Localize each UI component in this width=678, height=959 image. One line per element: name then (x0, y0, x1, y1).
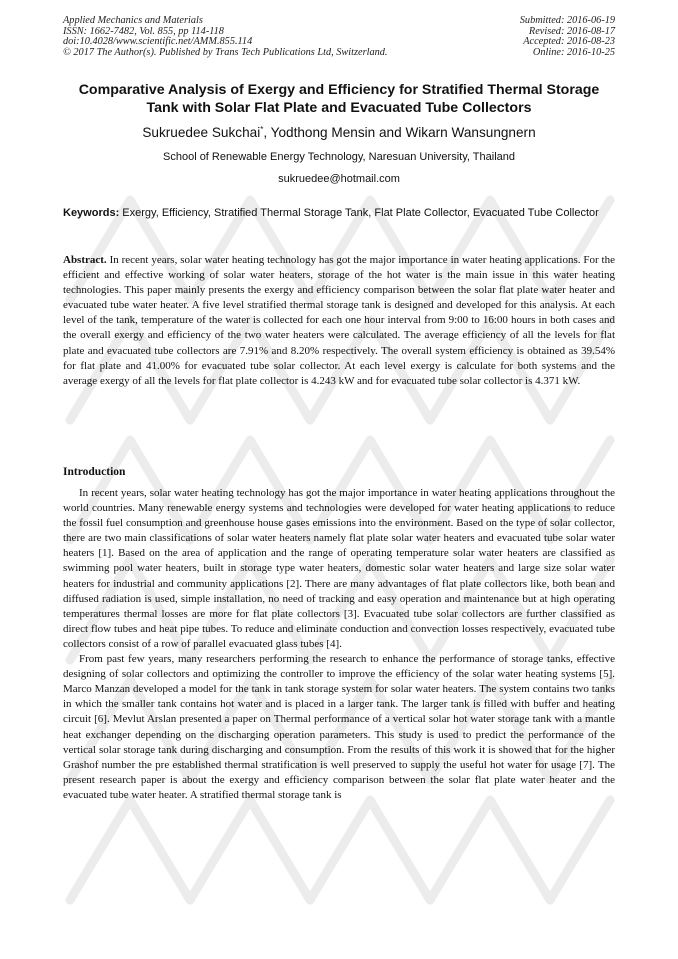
author-email: sukruedee@hotmail.com (278, 173, 400, 185)
introduction-body (63, 486, 615, 803)
corresponding-author-mark: * (260, 125, 264, 134)
paper-title: Comparative Analysis of Exergy and Efficiency for Stratified Thermal Storage Tank with Solar Flat Plate and Evacuated Tube Collectors (78, 82, 600, 116)
introduction-heading: Introduction (63, 466, 126, 478)
first-author: Sukruedee Sukchai (142, 125, 261, 140)
journal-name: Applied Mechanics and Materials (63, 15, 203, 26)
abstract (63, 253, 615, 389)
other-authors: , Yodthong Mensin and Wikarn Wansungnern (263, 125, 536, 140)
keywords-text: Exergy, Efficiency, Stratified Thermal Storage Tank, Flat Plate Collector, Evacuated Tube Collector (119, 207, 599, 219)
revised-date: Revised: 2016-08-17 (528, 25, 615, 37)
online-date: Online: 2016-10-25 (532, 46, 615, 58)
abstract-label: Abstract. (63, 254, 107, 266)
intro-paragraph: From past few years, many researchers performing the research to enhance the performance of storage tanks, effective designing of solar collectors and optimizing the controller to improve the efficiency of the solar water heating systems [5]. Marco Manzan developed a model for the tank in tank storage system for solar water heaters. The system contains two tanks in which the smaller tank contains hot water and is placed in a larger tank. The larger tank is filled with buffer and heating circuit [6]. Mevlut Arslan presented a paper on Thermal performance of a vertical solar hot water storage tank with a mantle heat exchanger depending on the discharging operation parameters. This study is used to predict the performance of the vertical solar storage tank during discharging and consumption. From the results of this work it is showed that for the higher Grashof number the pre established thermal stratification is well preserved to supply the useful hot water for usage [7]. The present research paper is about the exergy and efficiency comparison between the solar flat plate water heater and the evacuated tube water heater. A stratified thermal storage tank is (63, 653, 615, 801)
submission-dates (415, 16, 615, 58)
keywords (63, 206, 615, 220)
accepted-date: Accepted: 2016-08-23 (523, 36, 615, 48)
affiliation: School of Renewable Energy Technology, Naresuan University, Thailand (163, 151, 515, 163)
author-list (63, 124, 615, 142)
abstract-text: In recent years, solar water heating technology has got the major importance in water heating applications. For the efficient and effective working of solar water heaters, storage of the hot water is the main issue in this water heating technologies. This paper mainly presents the exergy and efficiency comparison between the solar flat plate water heater and evacuated tube water heater. A five level stratified thermal storage tank is designed and developed for this analysis. At each level of the tank, temperature of the water is collected for each one hour interval from 9:00 to 16:00 hours in both cases and the overall exergy and efficiency of the two water heaters were calculated. The average efficiency of all the levels for flat plate and evacuated tube collectors are 7.91% and 8.20% respectively. The overall system efficiency is obtained as 39.54% for flat plate and 41.00% for evacuated tube solar collector. At each level exergy is calculate for both systems and the average exergy of all the levels for flat plate collector is 4.243 kW and for evacuated tube solar collector is 4.371 kW. (63, 254, 615, 387)
journal-copyright: © 2017 The Author(s). Published by Trans Tech Publications Ltd, Switzerland. (63, 46, 388, 58)
submitted-date: Submitted: 2016-06-19 (519, 15, 615, 26)
keywords-label: Keywords: (63, 207, 120, 219)
journal-info (63, 16, 423, 58)
intro-paragraph: In recent years, solar water heating technology has got the major importance in water heating applications throughout the world countries. Many renewable energy systems and technologies were developed for water heating applications to reduce the fossil fuel consumption and greenhouse house gases emissions into the environment. Based on the type of solar collector, there are two main classifications of solar water heaters namely flat plate solar water heaters and evacuated tube solar water heaters [1]. Based on the area of application and the range of operating temperature solar water heaters are classified as swimming pool water heaters, built in storage type water heaters, domestic solar water heaters and large size solar water heaters for industrial and community applications [2]. There are many advantages of flat plate collectors like, both bean and diffused radiation is used, simple installation, no need of tracking and easy operation and maintenance but at high operating temperatures thermal losses are more for flat plate collectors [3]. Evacuated tube solar collectors are further classified as direct flow tubes and heat pipe tubes. To reduce and eliminate conduction and convection losses respectively, evacuated tube collectors consist of a row of parallel evacuated glass tubes [4]. (63, 487, 615, 650)
journal-doi: doi:10.4028/www.scientific.net/AMM.855.114 (63, 36, 253, 48)
journal-issn: ISSN: 1662-7482, Vol. 855, pp 114-118 (63, 25, 224, 37)
